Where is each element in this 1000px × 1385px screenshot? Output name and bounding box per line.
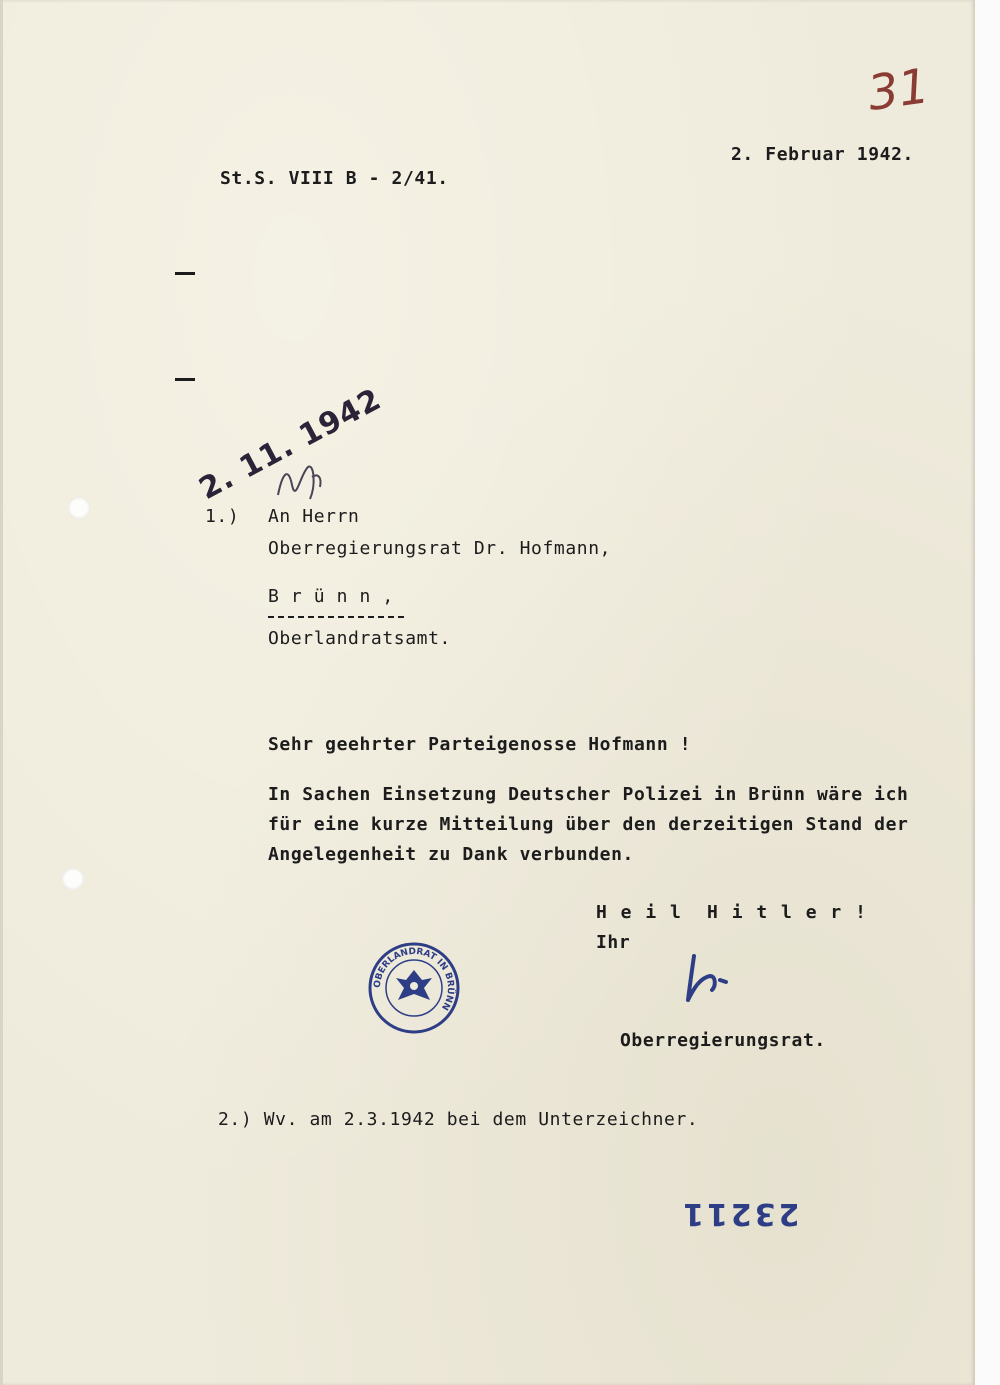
punch-hole: [68, 497, 90, 519]
recipient-office: Oberlandratsamt.: [268, 628, 451, 649]
body-line: für eine kurze Mitteilung über den derzeitigen Stand der: [268, 814, 909, 835]
punch-hole: [62, 868, 84, 890]
scan-margin: [975, 0, 1000, 1385]
dash-mark: [175, 272, 195, 275]
official-seal-stamp: [366, 940, 462, 1036]
follow-up-note: 2.) Wv. am 2.3.1942 bei dem Unterzeichner.: [218, 1109, 699, 1130]
recipient-line1: An Herrn: [268, 506, 360, 527]
signature: [676, 948, 746, 1008]
signer-title: Oberregierungsrat.: [620, 1030, 826, 1051]
page-edge: [0, 0, 3, 1385]
recipient-city: B r ü n n ,: [268, 586, 394, 607]
archive-number-stamp: 23211: [680, 1196, 800, 1231]
dash-mark: [175, 378, 195, 381]
seal-text: OBERLANDRAT IN BRÜNN: [372, 946, 456, 1012]
closing-greeting: H e i l H i t l e r !: [596, 902, 868, 923]
letter-date: 2. Februar 1942.: [731, 144, 914, 165]
city-underline: [268, 616, 404, 618]
salutation: Sehr geehrter Parteigenosse Hofmann !: [268, 734, 692, 755]
body-line: Angelegenheit zu Dank verbunden.: [268, 844, 634, 865]
body-line: In Sachen Einsetzung Deutscher Polizei in Brünn wäre ich: [268, 784, 909, 805]
reference-number: St.S. VIII B - 2/41.: [220, 168, 449, 189]
recipient-line2: Oberregierungsrat Dr. Hofmann,: [268, 538, 612, 559]
item-marker-1: 1.): [205, 506, 240, 527]
closing-ihr: Ihr: [596, 932, 631, 953]
page-number: 31: [864, 58, 933, 122]
receipt-date-stamp: 2. 11. 1942: [193, 381, 388, 507]
